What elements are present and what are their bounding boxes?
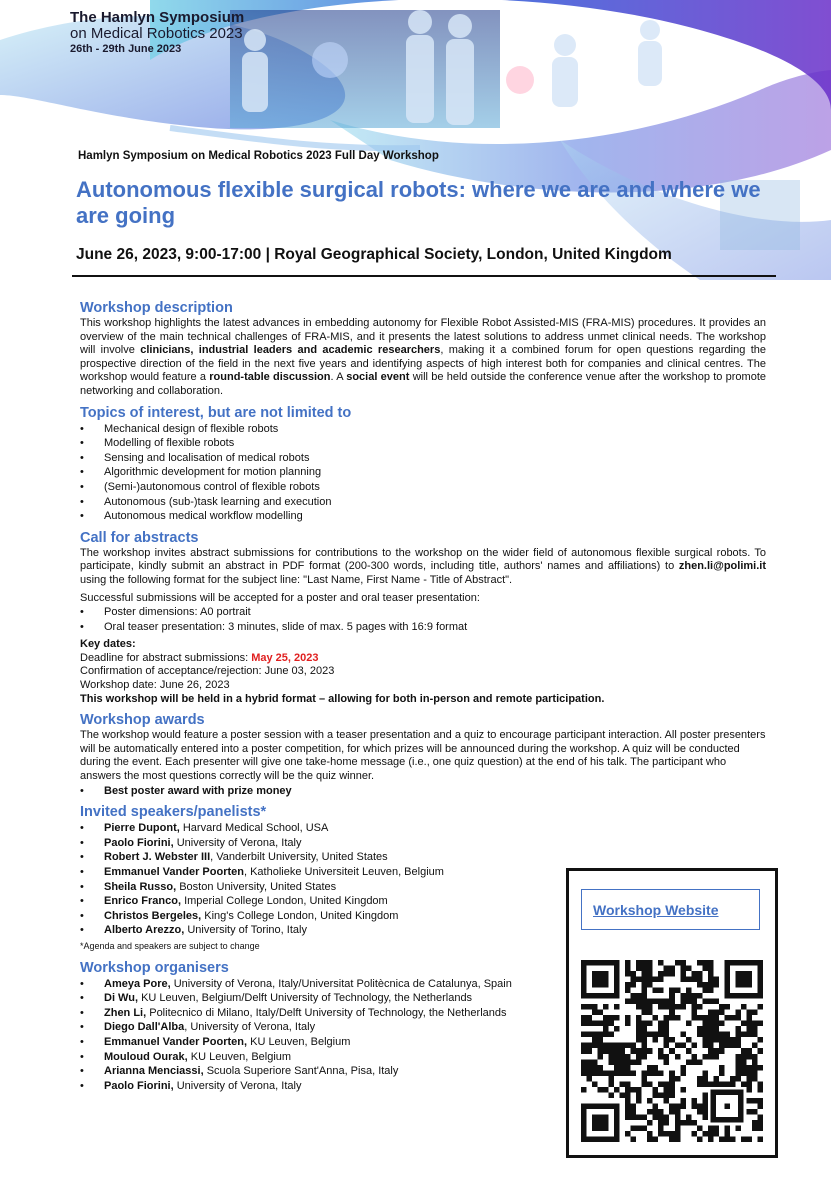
speaker-name: Emmanuel Vander Poorten: [104, 866, 244, 878]
awards-heading: Workshop awards: [80, 712, 205, 729]
call-part: The workshop invites abstract submissions for contributions to the workshop on the wider field of autonomous flexible surgical robots. To participate, kindly submit an abstract in PDF format (200-300 words, including title, authors' names and affiliations) to: [80, 546, 766, 573]
organiser-affiliation: University of Verona, Italy/Universitat Politècnica de Catalunya, Spain: [170, 977, 512, 990]
list-item: [80, 784, 766, 799]
key-dates-label: [80, 638, 766, 652]
list-item: • Poster dimensions: A0 portrait: [80, 605, 766, 620]
organiser-name: Emmanuel Vander Poorten,: [104, 1035, 248, 1048]
speaker-name: Robert J. Webster III: [104, 851, 211, 864]
page-title: Autonomous flexible surgical robots: where we are and where we are going: [76, 177, 761, 228]
list-item: • Autonomous medical workflow modelling: [80, 509, 766, 524]
workshop-website-link[interactable]: Workshop Website: [581, 889, 760, 930]
speaker-name: Paolo Fiorini,: [104, 836, 174, 849]
header-divider: [72, 275, 776, 277]
topics-heading: Topics of interest, but are not limited to: [80, 404, 352, 421]
description-bold: round-table discussion: [209, 371, 331, 384]
brand-name-line2: on Medical Robotics 2023: [70, 25, 243, 42]
organiser-affiliation: KU Leuven, Belgium: [187, 1050, 292, 1063]
call-part: using the following format for the subject line: "Last Name, First Name - Title of Abstract".: [80, 573, 513, 586]
symposium-brand: [70, 9, 244, 56]
brand-name-line1: The Hamlyn Symposium: [70, 9, 245, 26]
organiser-name: Diego Dall'Alba: [104, 1021, 185, 1034]
awards-text: The workshop would feature a poster session with a teaser presentation and a quiz to encourage participant interaction. All poster presenters will be automatically entered into a poster competition, for which prizes will be announced during the workshop. A quiz will be conducted during the event. Each presenter will give one take-home message (i.e., one quiz question) at the end of his talk. The participant who answers the most questions correctly will be the quiz winner.: [80, 729, 766, 783]
list-item: • Sensing and localisation of medical robots: [80, 451, 766, 466]
speaker-name: Pierre Dupont,: [104, 822, 180, 835]
description-bold: clinicians, industrial leaders and academic researchers: [140, 344, 441, 357]
speakers-note: *Agenda and speakers are subject to change: [80, 940, 260, 951]
contact-email[interactable]: zhen.li@polimi.it: [678, 560, 766, 573]
speaker-name: Alberto Arezzo,: [104, 924, 185, 937]
description-part: This workshop highlights the latest advances in embedding autonomy for Flexible Robot Assisted-MIS (FRA-MIS) procedures. It provides an overview of the main technical challenges of FRA-MIS, and it presents the latest solutions to address unmet clinical needs. The workshop will involve: [80, 317, 766, 357]
organiser-name: Paolo Fiorini,: [104, 1079, 174, 1092]
key-dates-title: Key dates:: [80, 638, 136, 651]
deadline-line: [80, 652, 766, 666]
speaker-name: Enrico Franco,: [104, 895, 182, 908]
organiser-affiliation: KU Leuven, Belgium: [247, 1035, 351, 1048]
organiser-affiliation: Scuola Superiore Sant'Anna, Pisa, Italy: [203, 1065, 399, 1078]
organiser-affiliation: , University of Verona, Italy: [184, 1021, 316, 1034]
speaker-affiliation: King's College London, United Kingdom: [201, 909, 399, 922]
list-item: • Mechanical design of flexible robots: [80, 422, 766, 437]
topics-list: [80, 422, 766, 524]
call-heading: Call for abstracts: [80, 529, 199, 546]
description-bold: social event: [346, 371, 410, 384]
speaker-affiliation: University of Verona, Italy: [173, 836, 302, 849]
hybrid-note: [80, 693, 766, 707]
confirmation-line: Confirmation of acceptance/rejection: June 03, 2023: [80, 665, 335, 678]
deadline-value: May 25, 2023: [251, 651, 319, 664]
list-item: [80, 850, 766, 865]
speaker-affiliation: Harvard Medical School, USA: [179, 822, 329, 835]
description-part: . A: [330, 371, 347, 384]
speaker-affiliation: Boston University, United States: [176, 880, 337, 893]
brand-dates: 26th - 29th June 2023: [70, 43, 182, 55]
organiser-name: Ameya Pore,: [104, 977, 171, 990]
organisers-heading: Workshop organisers: [80, 959, 229, 976]
list-item: • Oral teaser presentation: 3 minutes, slide of max. 5 pages with 16:9 format: [80, 620, 766, 635]
description-heading: Workshop description: [80, 300, 233, 316]
organiser-name: Mouloud Ourak,: [104, 1050, 188, 1063]
workshop-date-line: Workshop date: June 26, 2023: [80, 679, 230, 692]
speaker-affiliation: , Vanderbilt University, United States: [210, 851, 388, 864]
list-item: [80, 836, 766, 851]
deadline-label: Deadline for abstract submissions:: [80, 651, 252, 664]
organiser-name: Arianna Menciassi,: [104, 1065, 204, 1078]
award-bullet: Best poster award with prize money: [104, 784, 292, 797]
speaker-name: Sheila Russo,: [104, 880, 177, 893]
description-part: , making it a combined forum for open questions regarding the prospective direction of the field in the next five years and identifying aspects of high interest both for companies and clinical centres. The workshop would feature a: [80, 344, 766, 384]
list-item: • Autonomous (sub-)task learning and execution: [80, 495, 766, 510]
awards-list: [80, 784, 766, 799]
qr-code[interactable]: [581, 960, 763, 1142]
description-part: will be held outside the conference venue after the workshop to promote networking and collaboration.: [80, 371, 767, 397]
list-item: • (Semi-)autonomous control of flexible robots: [80, 480, 766, 495]
speaker-affiliation: University of Torino, Italy: [184, 924, 307, 937]
speaker-affiliation: , Katholieke Universiteit Leuven, Belgium: [243, 866, 444, 878]
organiser-affiliation: University of Verona, Italy: [173, 1079, 302, 1092]
hybrid-note-text: This workshop will be held in a hybrid format – allowing for both in-person and remote participation.: [80, 692, 605, 705]
organiser-affiliation: Politecnico di Milano, Italy/Delft University of Technology, the Netherlands: [146, 1006, 507, 1019]
header-banner: [0, 0, 831, 280]
call-text: [80, 547, 766, 588]
speaker-name: Christos Bergeles,: [104, 909, 202, 922]
organiser-affiliation: KU Leuven, Belgium/Delft University of Technology, the Netherlands: [138, 992, 473, 1005]
organiser-name: Zhen Li,: [104, 1006, 147, 1019]
list-item: • Modelling of flexible robots: [80, 436, 766, 451]
speakers-heading: Invited speakers/panelists*: [80, 804, 267, 821]
speaker-affiliation: Imperial College London, United Kingdom: [181, 895, 388, 908]
date-location: June 26, 2023, 9:00-17:00 | Royal Geographical Society, London, United Kingdom: [76, 246, 672, 263]
accepted-intro: Successful submissions will be accepted for a poster and oral teaser presentation:: [80, 591, 480, 604]
organiser-name: Di Wu,: [104, 992, 139, 1005]
workshop-kicker: Hamlyn Symposium on Medical Robotics 2023 Full Day Workshop: [78, 150, 439, 162]
formats-list: [80, 605, 766, 634]
description-text: [80, 317, 766, 399]
list-item: • Algorithmic development for motion planning: [80, 465, 766, 480]
list-item: [80, 821, 766, 836]
